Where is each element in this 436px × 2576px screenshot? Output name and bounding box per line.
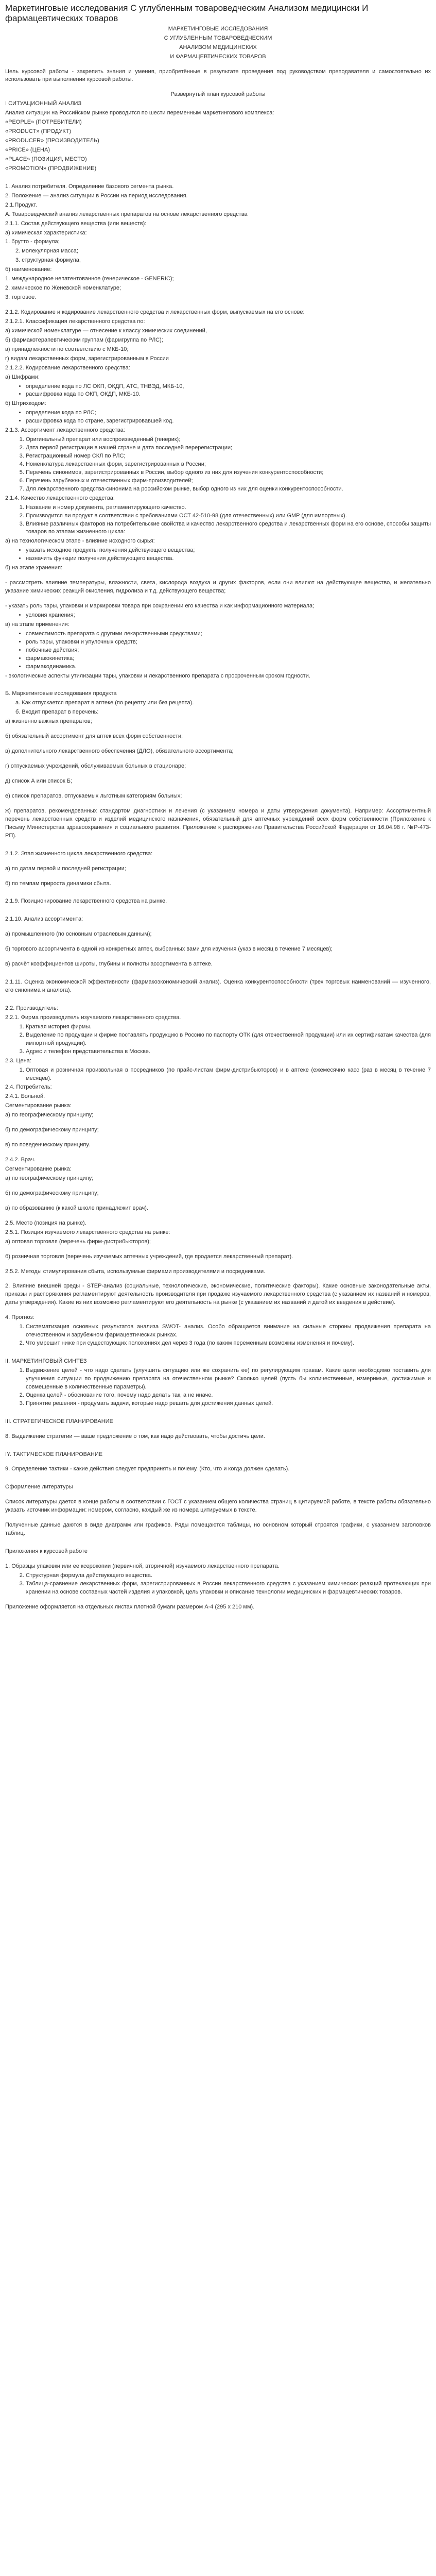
list-item: • назначить функции получения действующего вещества.	[26, 555, 431, 563]
synthesis-list	[5, 1367, 431, 1408]
list-item: 4. Номенклатура лекарственных форм, зарегистрированных в России;	[26, 461, 431, 469]
list-item: а) оптовая торговля (перечень фирм-дистрибьюторов);	[5, 1238, 151, 1245]
list-item: а) по датам первой и последней регистрации;	[5, 865, 126, 872]
list-item: 1. Систематизация основных результатов анализа SWOT- анализ. Особо обращается внимание на сильные стороны продвижения препарата на отечественном и зарубежном фармацевтических рынках.	[26, 1323, 431, 1340]
section-4: 4. Прогноз:	[5, 1314, 34, 1321]
cipher-list	[5, 383, 431, 399]
part3-title: III. СТРАТЕГИЧЕСКОЕ ПЛАНИРОВАНИЕ	[5, 1418, 113, 1425]
intro-paragraph: Цель курсовой работы - закрепить знания и умения, приобретённые в результате проведения под руководством преподавателя и самостоятельно их использовать при выполнении курсовой работы.	[5, 68, 431, 83]
plan-heading: Развернутый план курсовой работы	[170, 91, 266, 98]
assortment-list	[5, 436, 431, 494]
list-item: б) по демографическому принципу;	[5, 1190, 99, 1196]
design-text: Список литературы дается в конце работы в соответствии с ГОСТ с указанием общего количества страниц в цитируемой работе, в тексте работы обязательно указать источник информации: номером, согласно, каждый же из номера цитируемых в тексте.	[5, 1499, 431, 1514]
list-item: 5. Перечень синонимов, зарегистрированных в России, выбор одного из них для изучения конкурентоспособности;	[26, 469, 431, 477]
appendix-line: 1. Образцы упаковки или ее ксерокопии (первичной, вторичной) изучаемого лекарственного препарата.	[5, 1563, 280, 1570]
list-item: 1. Оптовая и розничная произвольная в посредников (по прайс-листам фирм-дистрибьюторов) и в аптеке (ежемесячно касс (раз в месяц в течение 7 месяцев).	[26, 1066, 431, 1083]
section-2-5-1: 2.5.1. Позиция изучаемого лекарственного средства на рынке:	[5, 1229, 170, 1235]
title-line: И ФАРМАЦЕВТИЧЕСКИХ ТОВАРОВ	[170, 53, 266, 60]
list-item: г) видам лекарственных форм, зарегистрированным в России	[5, 355, 169, 362]
list-item: в) по поведенческому принципу.	[5, 1142, 90, 1148]
list-item: б) розничная торговля (перечень изучаемых аптечных учреждений, где продается лекарственный препарат).	[5, 1253, 293, 1260]
segmentation-label: Сегментирование рынка:	[5, 1166, 72, 1173]
list-item: 1. международное непатентованное (генерическое - GENERIC);	[5, 276, 174, 282]
list-item: б) торгового ассортимента в одной из конкретных аптек, выбранных вами для изучения (указ в месяц в течение 7 месяцев);	[5, 946, 333, 953]
producer-list	[5, 1023, 431, 1056]
section-2-1-2-2: 2.1.2.2. Кодирование лекарственного средства:	[5, 364, 130, 371]
section-a: А. Товароведческий анализ лекарственных препаратов на основе лекарственного средства	[5, 211, 248, 217]
design-text-2: Полученные данные даются в виде диаграмм или графиков. Ряды помещаются таблицы, но основном который строятся графики, с указанием заголовков таблиц.	[5, 1522, 431, 1537]
storage-text-2: - указать роль тары, упаковки и маркировки товара при сохранении его качества и как информационного материала;	[5, 603, 315, 609]
part2-title: II. МАРКЕТИНГОВЫЙ СИНТЕЗ	[5, 1358, 87, 1365]
list-item: б) по демографическому принципу;	[5, 1127, 99, 1133]
list-item: 1. Краткая история фирмы.	[26, 1023, 431, 1031]
list-item: е) список препаратов, отпускаемых льготным категориям больных;	[5, 792, 182, 799]
list-item: 2. Дата первой регистрации в нашей стране и дата последней перерегистрации;	[26, 444, 431, 452]
list-item: 3. Адрес и телефон представительства в Москве.	[26, 1048, 431, 1056]
list-item: в) дополнительного лекарственного обеспечения (ДЛО), обязательного ассортимента;	[5, 748, 234, 755]
section-2-3: 2.3. Цена:	[5, 1057, 31, 1064]
title-line: АНАЛИЗОМ МЕДИЦИНСКИХ	[179, 44, 257, 50]
appendix-list	[5, 1572, 431, 1597]
list-item: 2. Оценка целей - обоснование того, почему надо делать так, а не иначе.	[26, 1392, 431, 1400]
section-b-barcode: б) Штрихкодом:	[5, 400, 46, 407]
list-item: • фармакодинамика.	[26, 663, 431, 671]
list-item: 3. торговое.	[5, 294, 37, 301]
list-item: 2. молекулярная масса;	[15, 248, 78, 255]
part4-title: IY. ТАКТИЧЕСКОЕ ПЛАНИРОВАНИЕ	[5, 1451, 103, 1458]
section-b-research: Б. Маркетинговые исследования продукта	[5, 690, 117, 697]
list-item: • совместимость препарата с другими лекарственными средствами;	[26, 630, 431, 638]
title-line: С УГЛУБЛЕННЫМ ТОВАРОВЕДЧЕСКИМ	[164, 35, 272, 41]
list-item: • роль тары, упаковки и упулочных средств;	[26, 638, 431, 647]
section-a-chem: а) химическая характеристика:	[5, 229, 87, 236]
section-2-5-2: 2.5.2. Методы стимулирования сбыта, используемые фирмами производителями и посредниками.	[5, 1268, 266, 1275]
list-item: 3. Принятие решения - продумать задачи, которые надо решать для достижения данных целей.	[26, 1400, 431, 1408]
list-item: г) отпускаемых учреждений, обслуживаемых больных в стационаре;	[5, 763, 186, 770]
part3-text: 8. Выдвижение стратегии — ваше предложение о том, как надо действовать, чтобы достичь цели.	[5, 1433, 265, 1439]
list-item: б. Входит препарат в перечень:	[15, 709, 99, 716]
list-item: а) по географическому принципу;	[5, 1112, 94, 1118]
title-block	[5, 25, 431, 61]
list-item: 2. химическое по Женевской номенклатуре;	[5, 285, 121, 292]
variable-item: «PRICE» (ЦЕНА)	[5, 147, 50, 154]
standards-paragraph: ж) препаратов, рекомендованных стандартом диагностики и лечения (с указанием номера и даты утверждения документа). Например: Ассортиментный перечень лекарственных средств и изделий медицинского назначения, обязательный для аптечных учреждений всех форм собственности (Приложение к Письму Министерства здравоохранения и социального развития. Приложение к распоряжению Правительства Российской Федерации от 16.04.98 г. №Р-473-РП).	[5, 807, 431, 839]
section-2-4-2: 2.4.2. Врач.	[5, 1157, 36, 1163]
list-item: в) по образованию (к какой школе принадлежит врач).	[5, 1205, 148, 1211]
list-item: 2. Выделение по продукции и фирме поставлять продукцию в Россию по паспорту ОТК (для отечественной продукции) или их сертификатам качества (для импортной продукции).	[26, 1031, 431, 1048]
variables-list	[5, 118, 431, 173]
list-item: а) жизненно важных препаратов;	[5, 718, 92, 725]
section-1: 1. Анализ потребителя. Определение базового сегмента рынка.	[5, 183, 174, 190]
section-2-1-2: 2.1.2. Кодирование и кодирование лекарственного средства и лекарственных форм, выпускаемых на его основе:	[5, 309, 305, 316]
step-analysis: 2. Влияние внешней среды - STEP-анализ (социальные, технологические, экономические, политические факторы). Какие основные законодательные акты, приказы и распоряжения регламентируют деятельность производителя при продаже изучаемого лекарственного средства (с указанием их названий и номеров, даты утверждения). Какие из них возможно регламентируют его деятельность на рынке (с указанием их названий и датой их введения в действие).	[5, 1283, 431, 1306]
design-title: Оформление литературы	[5, 1484, 73, 1490]
section-2-4: 2.4. Потребитель:	[5, 1084, 52, 1091]
barcode-list	[5, 409, 431, 426]
section-2-5: 2.5. Место (позиция на рынке).	[5, 1219, 86, 1226]
list-item: а) промышленного (по основным отраслевым данным);	[5, 931, 152, 938]
list-item: 7. Для лекарственного средства-синонима на российском рынке, выбор одного из них для оценки конкурентоспособности.	[26, 485, 431, 494]
variable-item: «PRODUCER» (ПРОИЗВОДИТЕЛЬ)	[5, 138, 99, 144]
list-item: 1. Выдвижение целей - что надо сделать (улучшить ситуацию или же сохранить ее) по регулирующим правам. Какие цели необходимо поставить для улучшения ситуации по продвижению препарата на отечественном рынке? Сколько целей (пусть бы количественные, измеримые, достижимые и совмещенные в количественные параметры).	[26, 1367, 431, 1392]
part1-intro: Анализ ситуации на Российском рынке проводится по шести переменным маркетингового комплекса:	[5, 110, 274, 116]
variable-item: «PRODUCT» (ПРОДУКТ)	[5, 128, 72, 135]
variable-item: «PEOPLE» (ПОТРЕБИТЕЛИ)	[5, 119, 82, 126]
list-item: 2. Производится ли продукт в соответствии с требованиями ОСТ 42-510-98 (для отечественных) или GMP (для импортных).	[26, 512, 431, 520]
list-item: • расшифровка кода по стране, зарегистрировавшей код.	[26, 417, 431, 426]
list-item: • условия хранения;	[26, 612, 431, 620]
ecology-text: - экологические аспекты утилизации тары, упаковки и лекарственного препарата с просроченным сроком годности.	[5, 672, 310, 679]
appendix-title: Приложения к курсовой работе	[5, 1548, 88, 1555]
section-b-names: б) наименование:	[5, 266, 52, 273]
application-list	[5, 630, 431, 671]
list-item: 6. Перечень зарубежных и отечественных фирм-производителей;	[26, 477, 431, 485]
list-item: 1. Название и номер документа, регламентирующего качество.	[26, 504, 431, 512]
list-item: в) расчёт коэффициентов широты, глубины и полноты ассортимента в аптеке.	[5, 961, 213, 968]
section-2-2: 2.2. Производитель:	[5, 1005, 58, 1012]
list-item: • фармакокинетика;	[26, 655, 431, 663]
list-item: • побочные действия;	[26, 647, 431, 655]
list-item: 2. Что умрешит ниже при существующих положениях дел через 3 года (по каким переменным возможны изменения и почему).	[26, 1340, 431, 1348]
storage-list	[5, 612, 431, 620]
appendix-final: Приложение оформляется на отдельных листах плотной бумаги размером А-4 (295 х 210 мм).	[5, 1603, 255, 1610]
variable-item: «PLACE» (ПОЗИЦИЯ, МЕСТО)	[5, 156, 87, 162]
list-item: 3. Регистрационный номер СКЛ по РЛС;	[26, 452, 431, 461]
list-item: д) список А или список Б;	[5, 778, 72, 785]
section-2-4-1: 2.4.1. Больной.	[5, 1093, 45, 1100]
section-2-1-4: 2.1.4. Качество лекарственного средства:	[5, 495, 115, 501]
section-2-1-10: 2.1.10. Анализ ассортимента:	[5, 916, 83, 923]
section-2: 2. Положение — анализ ситуации в России на период исследования.	[5, 192, 188, 199]
list-item: 1. брутто - формула;	[5, 239, 60, 245]
section-2-1-3: 2.1.3. Ассортимент лекарственного средства:	[5, 427, 125, 434]
segmentation-label: Сегментирование рынка:	[5, 1103, 72, 1109]
part4-text: 9. Определение тактики - какие действия следует предпринять и почему. (Кто, что и когда должен сделать).	[5, 1466, 290, 1472]
title-line: МАРКЕТИНГОВЫЕ ИССЛЕДОВАНИЯ	[168, 25, 268, 32]
list-item: б) фармакотерапевтическим группам (фармгруппа по РЛС);	[5, 336, 163, 343]
list-item: 3. Таблица-сравнение лекарственных форм, зарегистрированных в России лекарственного средства с указанием химических реакций протекающих при хранении на основе составных частей изделия и упаковкой, цель упаковки и описание технологии медицинских и фармацевтических товаров.	[26, 1580, 431, 1597]
section-lifecycle: 2.1.2. Этап жизненного цикла лекарственного средства:	[5, 850, 153, 857]
list-item: 3. структурная формула,	[15, 257, 81, 264]
list-item: 1. Оригинальный препарат или воспроизведенный (генерик);	[26, 436, 431, 444]
list-item: • расшифровка кода по ОКП, ОКДП, МКБ-10.	[26, 391, 431, 399]
list-item: б) обязательный ассортимент для аптек всех форм собственности;	[5, 733, 183, 740]
section-2-1-2-1: 2.1.2.1. Классификация лекарственного средства по:	[5, 318, 145, 325]
list-item: 2. Структурная формула действующего вещества.	[26, 1572, 431, 1580]
list-item: в) принадлежности по соответствию с МКБ-10;	[5, 346, 129, 352]
list-item: • определение кода по РЛС;	[26, 409, 431, 417]
section-2-1-1: 2.1.1. Состав действующего вещества (или веществ):	[5, 220, 147, 227]
technology-list	[5, 547, 431, 563]
list-item: • указать исходное продукты получения действующего вещества;	[26, 547, 431, 555]
document-title: Маркетинговые исследования С углубленным товароведческим Анализом медицински И фармацевтических товаров	[5, 3, 369, 24]
storage-text: - рассмотреть влияние температуры, влажности, света, кислорода воздуха и других факторов, если они влияют на действующее вещество, и желательно указание химических реакций окисления, гидролиза и т.д. действующего вещества;	[5, 580, 431, 595]
section-2-1-11: 2.1.11. Оценка экономической эффективности (фармакоэкономический анализ). Оценка конкурентоспособности (трех торговых наименований — изученного, его синонима и аналога).	[5, 979, 431, 994]
section-2-1: 2.1.Продукт.	[5, 201, 37, 208]
quality-list	[5, 504, 431, 537]
list-item: 3. Влияние различных факторов на потребительские свойства и качество лекарственного средства и лекарственных форм на его основе, способы защиты товаров по этапам жизненного цикла:	[26, 520, 431, 537]
stage-application: в) на этапе применения:	[5, 621, 69, 628]
list-item: а) по географическому принципу;	[5, 1175, 94, 1181]
forecast-list	[5, 1323, 431, 1348]
part1-title: I СИТУАЦИОННЫЙ АНАЛИЗ	[5, 100, 82, 107]
section-a-cipher: а) Шифрами:	[5, 374, 40, 380]
price-list	[5, 1066, 431, 1083]
section-2-1-9: 2.1.9. Позиционирование лекарственного средства на рынке.	[5, 898, 167, 905]
list-item: а. Как отпускается препарат в аптеке (по рецепту или без рецепта).	[15, 700, 194, 706]
stage-technology: а) на технологическом этапе - влияние исходного сырья:	[5, 538, 155, 545]
variable-item: «PROMOTION» (ПРОДВИЖЕНИЕ)	[5, 165, 97, 172]
list-item: • определение кода по ЛС ОКП, ОКДП, АТС, ТНВЭД, МКБ-10,	[26, 383, 431, 391]
list-item: а) химической номенклатуре — отнесение к классу химических соединений,	[5, 327, 207, 334]
list-item: б) по темпам прироста динамики сбыта.	[5, 880, 111, 887]
section-2-2-1: 2.2.1. Фирма производитель изучаемого лекарственного средства.	[5, 1014, 181, 1021]
stage-storage: б) на этапе хранения:	[5, 565, 62, 571]
